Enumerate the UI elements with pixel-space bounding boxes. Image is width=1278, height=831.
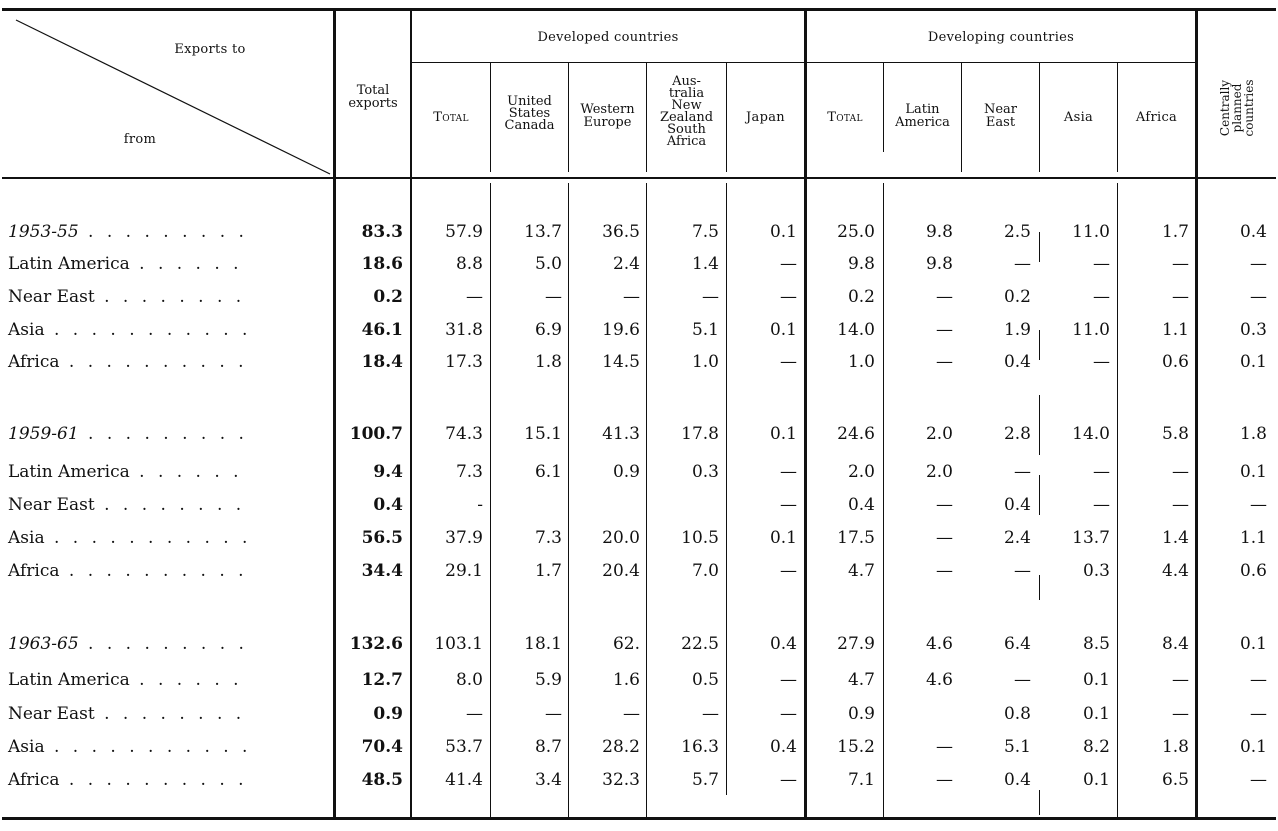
- table-cell: —: [936, 287, 953, 307]
- latin-america-line1: Latin: [905, 102, 940, 117]
- table-cell: —: [1093, 462, 1110, 482]
- aus-line4: Zealand: [659, 110, 714, 125]
- table-cell: —: [1250, 770, 1267, 790]
- row-label-text: Latin America: [8, 462, 130, 482]
- western-europe-line2: Europe: [583, 115, 632, 130]
- row-label: [8, 670, 243, 690]
- aus-line5: South: [667, 122, 706, 137]
- row-leader-dots: . . . . . .: [129, 462, 243, 482]
- table-cell: —: [1250, 495, 1267, 515]
- table-cell: 14.5: [602, 352, 640, 372]
- table-cell: 1.1: [1239, 528, 1267, 548]
- table-cell: 0.4: [769, 634, 797, 654]
- table-cell: —: [1093, 254, 1110, 274]
- row-label-text: 1953-55: [8, 222, 79, 242]
- table-cell: 8.5: [1082, 634, 1110, 654]
- table-cell: 0.1: [769, 222, 797, 242]
- table-cell: 10.5: [681, 528, 719, 548]
- table-cell: 41.3: [602, 424, 640, 444]
- table-cell: 14.0: [837, 320, 875, 340]
- near-east-header: [962, 103, 1039, 129]
- table-cell: —: [1093, 495, 1110, 515]
- centrally-planned-rotated: [1219, 43, 1255, 173]
- table-cell: 0.2: [847, 287, 875, 307]
- table-cell: 18.1: [524, 634, 562, 654]
- table-cell: —: [1250, 704, 1267, 724]
- table-cell: 62.: [612, 634, 640, 654]
- row-leader-dots: . . . . . . . . . . .: [44, 320, 252, 340]
- row-label: [8, 352, 248, 372]
- table-cell: 0.9: [373, 704, 403, 724]
- table-cell: —: [623, 704, 640, 724]
- table-cell: 11.0: [1072, 320, 1110, 340]
- table-cell: 4.7: [847, 670, 875, 690]
- table-cell: 0.9: [847, 704, 875, 724]
- table-cell: 3.4: [534, 770, 562, 790]
- table-cell: 0.1: [1239, 462, 1267, 482]
- top-rule: [2, 8, 1276, 11]
- row-label: [8, 704, 245, 724]
- table-cell: 24.6: [837, 424, 875, 444]
- centrally-line2: planned: [1230, 83, 1244, 133]
- table-cell: 5.8: [1161, 424, 1189, 444]
- row-label-text: Latin America: [8, 670, 130, 690]
- table-cell: 0.3: [1239, 320, 1267, 340]
- table-cell: 100.7: [349, 424, 403, 444]
- table-cell: 4.4: [1161, 561, 1189, 581]
- table-cell: 0.3: [691, 462, 719, 482]
- table-cell: 1.4: [691, 254, 719, 274]
- aus-line1: Aus-: [672, 74, 701, 89]
- aus-line2: tralia: [668, 86, 705, 101]
- row-label: [8, 320, 251, 340]
- table-cell: 18.4: [361, 352, 403, 372]
- corner-diagonal: [14, 18, 332, 176]
- row-label-text: Africa: [8, 352, 60, 372]
- row-label: [8, 770, 248, 790]
- table-cell: 6.9: [534, 320, 562, 340]
- table-cell: —: [780, 287, 797, 307]
- table-cell: —: [780, 670, 797, 690]
- row-leader-dots: . . . . . . . .: [94, 287, 246, 307]
- body-rule-6: [1117, 183, 1118, 817]
- table-cell: 56.5: [361, 528, 403, 548]
- table-cell: 70.4: [361, 737, 403, 757]
- col-sep-developed: [804, 10, 807, 818]
- table-cell: 25.0: [837, 222, 875, 242]
- col-sep-total: [410, 10, 412, 818]
- table-cell: 74.3: [445, 424, 483, 444]
- table-cell: 6.5: [1161, 770, 1189, 790]
- developing-total-header: Total: [827, 110, 863, 125]
- developing-group-rule: [807, 62, 1195, 63]
- table-cell: —: [1250, 254, 1267, 274]
- table-cell: 1.8: [1239, 424, 1267, 444]
- western-europe-line1: Western: [580, 102, 635, 117]
- row-label: [8, 634, 248, 654]
- centrally-line3: countries: [1242, 79, 1256, 137]
- table-cell: 19.6: [602, 320, 640, 340]
- table-cell: 7.5: [691, 222, 719, 242]
- table-cell: 15.1: [524, 424, 562, 444]
- table-cell: —: [1014, 561, 1031, 581]
- table-cell: 8.4: [1161, 634, 1189, 654]
- row-leader-dots: . . . . . . . . .: [78, 634, 248, 654]
- table-cell: 0.1: [1082, 770, 1110, 790]
- table-cell: 31.8: [445, 320, 483, 340]
- table-cell: 0.1: [1239, 737, 1267, 757]
- table-cell: 1.7: [534, 561, 562, 581]
- table-cell: 29.1: [445, 561, 483, 581]
- row-label-text: Asia: [8, 320, 45, 340]
- table-cell: 9.4: [373, 462, 403, 482]
- asia-header: Asia: [1063, 110, 1094, 125]
- row-label: [8, 495, 245, 515]
- table-cell: 103.1: [434, 634, 483, 654]
- table-cell: 1.9: [1003, 320, 1031, 340]
- near-east-line1: Near: [983, 102, 1018, 117]
- table-cell: 0.4: [769, 737, 797, 757]
- table-cell: 4.6: [925, 634, 953, 654]
- bottom-rule: [2, 817, 1276, 820]
- table-cell: 8.0: [455, 670, 483, 690]
- table-cell: —: [1172, 254, 1189, 274]
- japan-header: Japan: [746, 110, 785, 125]
- table-cell: —: [702, 704, 719, 724]
- table-cell: —: [780, 254, 797, 274]
- row-label-text: Asia: [8, 737, 45, 757]
- table-cell: 27.9: [837, 634, 875, 654]
- table-cell: 0.4: [847, 495, 875, 515]
- total-exports-line2: exports: [348, 96, 398, 111]
- table-cell: 5.7: [691, 770, 719, 790]
- row-label-text: Near East: [8, 495, 95, 515]
- table-cell: 9.8: [847, 254, 875, 274]
- table-cell: 9.8: [925, 222, 953, 242]
- table-cell: 15.2: [837, 737, 875, 757]
- row-label-text: 1959-61: [8, 424, 79, 444]
- body-rule-1: [490, 183, 491, 817]
- row-label: [8, 287, 245, 307]
- table-cell: 0.4: [373, 495, 403, 515]
- table-cell: 46.1: [361, 320, 403, 340]
- table-cell: —: [1014, 670, 1031, 690]
- row-label: [8, 462, 243, 482]
- table-cell: —: [780, 462, 797, 482]
- table-cell: 22.5: [681, 634, 719, 654]
- table-cell: —: [936, 320, 953, 340]
- western-europe-header: [569, 103, 646, 129]
- row-label-text: Near East: [8, 704, 95, 724]
- table-cell: 0.1: [769, 528, 797, 548]
- table-cell: —: [545, 704, 562, 724]
- table-cell: 17.5: [837, 528, 875, 548]
- row-leader-dots: . . . . . . . . .: [78, 222, 248, 242]
- table-cell: 0.1: [1082, 670, 1110, 690]
- table-cell: —: [1093, 352, 1110, 372]
- table-cell: —: [936, 770, 953, 790]
- table-cell: 20.0: [602, 528, 640, 548]
- table-cell: —: [780, 561, 797, 581]
- table-cell: 0.6: [1161, 352, 1189, 372]
- row-label-text: Near East: [8, 287, 95, 307]
- africa-header: Africa: [1135, 110, 1178, 125]
- row-label-text: Africa: [8, 770, 60, 790]
- row-leader-dots: . . . . . . . . . . .: [44, 737, 252, 757]
- table-cell: 13.7: [524, 222, 562, 242]
- table-cell: 0.1: [769, 320, 797, 340]
- table-cell: 0.2: [373, 287, 403, 307]
- table-cell: 0.4: [1239, 222, 1267, 242]
- table-cell: 0.1: [1082, 704, 1110, 724]
- table-cell: 0.1: [1239, 352, 1267, 372]
- centrally-line1: Centrally: [1218, 79, 1232, 137]
- row-label-text: Africa: [8, 561, 60, 581]
- body-rule-3: [646, 183, 647, 817]
- row-leader-dots: . . . . . . . . . . .: [44, 528, 252, 548]
- total-exports-line1: Total: [356, 83, 390, 98]
- table-cell: —: [1172, 495, 1189, 515]
- table-cell: —: [623, 287, 640, 307]
- near-east-line2: East: [985, 115, 1016, 130]
- table-cell: 0.4: [1003, 770, 1031, 790]
- table-cell: 2.8: [1003, 424, 1031, 444]
- table-cell: —: [1172, 670, 1189, 690]
- table-cell: 17.3: [445, 352, 483, 372]
- aus-line3: New: [671, 98, 702, 113]
- header-bottom-rule: [2, 177, 1276, 179]
- us-canada-line1: United: [507, 94, 552, 109]
- row-leader-dots: . . . . . . . . .: [78, 424, 248, 444]
- row-label: [8, 561, 248, 581]
- row-label-text: 1963-65: [8, 634, 79, 654]
- row-leader-dots: . . . . . . . . . .: [59, 770, 248, 790]
- table-cell: —: [1172, 462, 1189, 482]
- table-cell: —: [1014, 254, 1031, 274]
- table-cell: 57.9: [445, 222, 483, 242]
- table-cell: —: [702, 287, 719, 307]
- table-cell: 28.2: [602, 737, 640, 757]
- table-cell: —: [780, 495, 797, 515]
- corner-top-label: Exports to: [174, 42, 246, 57]
- table-cell: 6.4: [1003, 634, 1031, 654]
- corner-bottom-label: from: [123, 132, 157, 147]
- table-cell: 1.0: [691, 352, 719, 372]
- table-cell: 7.1: [847, 770, 875, 790]
- table-cell: 9.8: [925, 254, 953, 274]
- table-cell: —: [545, 287, 562, 307]
- table-cell: —: [466, 704, 483, 724]
- table-cell: 0.4: [1003, 495, 1031, 515]
- table-cell: 2.0: [925, 424, 953, 444]
- table-cell: —: [936, 495, 953, 515]
- aus-line6: Africa: [666, 134, 707, 149]
- table-cell: 0.9: [612, 462, 640, 482]
- table-cell: —: [936, 561, 953, 581]
- table-cell: 5.0: [534, 254, 562, 274]
- table-cell: 5.9: [534, 670, 562, 690]
- table-cell: 8.8: [455, 254, 483, 274]
- table-cell: 132.6: [349, 634, 403, 654]
- table-cell: 0.3: [1082, 561, 1110, 581]
- table-cell: 18.6: [361, 254, 403, 274]
- developed-group-rule: [412, 62, 804, 63]
- table-cell: 0.8: [1003, 704, 1031, 724]
- row-leader-dots: . . . . . . . .: [94, 704, 246, 724]
- table-cell: —: [1014, 462, 1031, 482]
- table-cell: -: [477, 495, 483, 515]
- row-label-text: Asia: [8, 528, 45, 548]
- table-cell: 4.6: [925, 670, 953, 690]
- developed-group-header: Developed countries: [537, 30, 679, 45]
- row-leader-dots: . . . . . . . .: [94, 495, 246, 515]
- table-cell: 48.5: [361, 770, 403, 790]
- table-cell: 37.9: [445, 528, 483, 548]
- table-cell: —: [780, 770, 797, 790]
- table-cell: —: [936, 528, 953, 548]
- row-label-text: Latin America: [8, 254, 130, 274]
- table-cell: 12.7: [361, 670, 403, 690]
- table-cell: —: [1250, 670, 1267, 690]
- table-cell: 1.8: [534, 352, 562, 372]
- table-cell: 0.1: [769, 424, 797, 444]
- table-cell: —: [780, 352, 797, 372]
- table-cell: 7.3: [455, 462, 483, 482]
- table-cell: 13.7: [1072, 528, 1110, 548]
- table-cell: 11.0: [1072, 222, 1110, 242]
- table-cell: 2.4: [1003, 528, 1031, 548]
- table-cell: 8.2: [1082, 737, 1110, 757]
- table-cell: 5.1: [691, 320, 719, 340]
- table-cell: 14.0: [1072, 424, 1110, 444]
- table-cell: 20.4: [602, 561, 640, 581]
- table-cell: —: [780, 704, 797, 724]
- total-exports-header: [336, 84, 410, 110]
- developing-group-header: Developing countries: [927, 30, 1075, 45]
- row-leader-dots: . . . . . . . . . .: [59, 352, 248, 372]
- table-cell: 2.0: [847, 462, 875, 482]
- table-cell: —: [936, 737, 953, 757]
- table-cell: 0.5: [691, 670, 719, 690]
- row-label: [8, 424, 248, 444]
- row-leader-dots: . . . . . .: [129, 670, 243, 690]
- table-cell: 53.7: [445, 737, 483, 757]
- body-rule-12: [1039, 790, 1040, 815]
- us-canada-line2: States: [508, 106, 551, 121]
- table-cell: 2.0: [925, 462, 953, 482]
- row-leader-dots: . . . . . .: [129, 254, 243, 274]
- table-cell: 17.8: [681, 424, 719, 444]
- table-cell: 34.4: [361, 561, 403, 581]
- table-cell: 41.4: [445, 770, 483, 790]
- row-label: [8, 254, 243, 274]
- table-cell: 0.1: [1239, 634, 1267, 654]
- table-cell: 1.8: [1161, 737, 1189, 757]
- centrally-planned-header: [1198, 40, 1276, 170]
- latin-america-line2: America: [895, 115, 950, 130]
- table-cell: —: [1172, 287, 1189, 307]
- table-cell: 1.6: [612, 670, 640, 690]
- table-cell: 1.7: [1161, 222, 1189, 242]
- table-cell: —: [936, 352, 953, 372]
- row-label: [8, 222, 248, 242]
- table-cell: 83.3: [361, 222, 403, 242]
- row-leader-dots: . . . . . . . . . .: [59, 561, 248, 581]
- col-sep-stub: [333, 10, 336, 818]
- developed-total-header: Total: [433, 110, 469, 125]
- table-cell: 7.3: [534, 528, 562, 548]
- latin-america-header: [884, 103, 961, 129]
- table-cell: 6.1: [534, 462, 562, 482]
- table-cell: 0.2: [1003, 287, 1031, 307]
- us-canada-line3: Canada: [504, 118, 555, 133]
- body-rule-2: [568, 183, 569, 817]
- row-label: [8, 737, 251, 757]
- row-label: [8, 528, 251, 548]
- aus-nz-sa-header: [647, 76, 726, 148]
- table-cell: 0.6: [1239, 561, 1267, 581]
- table-cell: 4.7: [847, 561, 875, 581]
- us-canada-header: [491, 96, 568, 132]
- table-cell: 2.4: [612, 254, 640, 274]
- table-cell: 0.4: [1003, 352, 1031, 372]
- table-cell: 7.0: [691, 561, 719, 581]
- table-cell: 8.7: [534, 737, 562, 757]
- table-cell: —: [466, 287, 483, 307]
- table-cell: —: [1093, 287, 1110, 307]
- table-cell: 36.5: [602, 222, 640, 242]
- table-cell: —: [1172, 704, 1189, 724]
- table-cell: 1.4: [1161, 528, 1189, 548]
- table-cell: —: [1250, 287, 1267, 307]
- table-cell: 1.0: [847, 352, 875, 372]
- table-cell: 16.3: [681, 737, 719, 757]
- table-cell: 5.1: [1003, 737, 1031, 757]
- table-cell: 2.5: [1003, 222, 1031, 242]
- table-cell: 1.1: [1161, 320, 1189, 340]
- table-cell: 32.3: [602, 770, 640, 790]
